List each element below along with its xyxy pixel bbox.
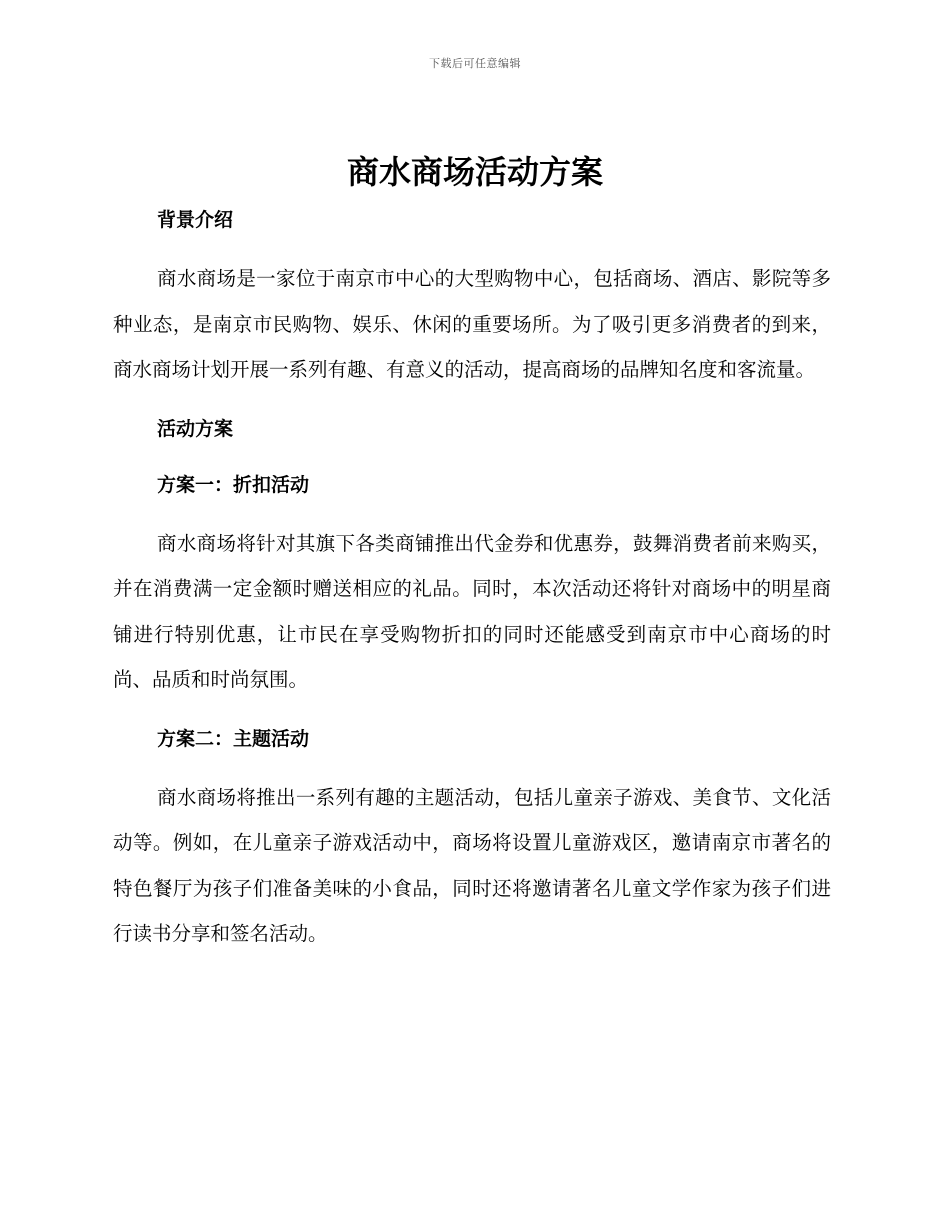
- section-heading-plan-one: 方案一：折扣活动: [157, 473, 310, 496]
- paragraph-plan-one: 商水商场将针对其旗下各类商铺推出代金券和优惠券，鼓舞消费者前来购买，并在消费满一定金额时赠送相应的礼品。同时，本次活动还将针对商场中的明星商铺进行特别优惠，让市民在享受购物折扣的同时还能感受到南京市中心商场的时尚、品质和时尚氛围。: [113, 531, 831, 691]
- paragraph-plan-two: 商水商场将推出一系列有趣的主题活动，包括儿童亲子游戏、美食节、文化活动等。例如，在儿童亲子游戏活动中，商场将设置儿童游戏区，邀请南京市著名的特色餐厅为孩子们准备美味的小食品，同时还将邀请著名儿童文学作家为孩子们进行读书分享和签名活动。: [113, 785, 831, 945]
- section-heading-plan: 活动方案: [157, 417, 234, 440]
- paragraph-background: 商水商场是一家位于南京市中心的大型购物中心，包括商场、酒店、影院等多种业态，是南京市民购物、娱乐、休闲的重要场所。为了吸引更多消费者的到来，商水商场计划开展一系列有趣、有意义的活动，提高商场的品牌知名度和客流量。: [113, 267, 831, 381]
- section-heading-background: 背景介绍: [157, 209, 234, 231]
- document-body: [113, 200, 831, 957]
- header-note: 下载后可任意编辑: [429, 57, 521, 70]
- document-title: 商水商场活动方案: [346, 153, 603, 191]
- section-heading-plan-two: 方案二：主题活动: [157, 727, 310, 750]
